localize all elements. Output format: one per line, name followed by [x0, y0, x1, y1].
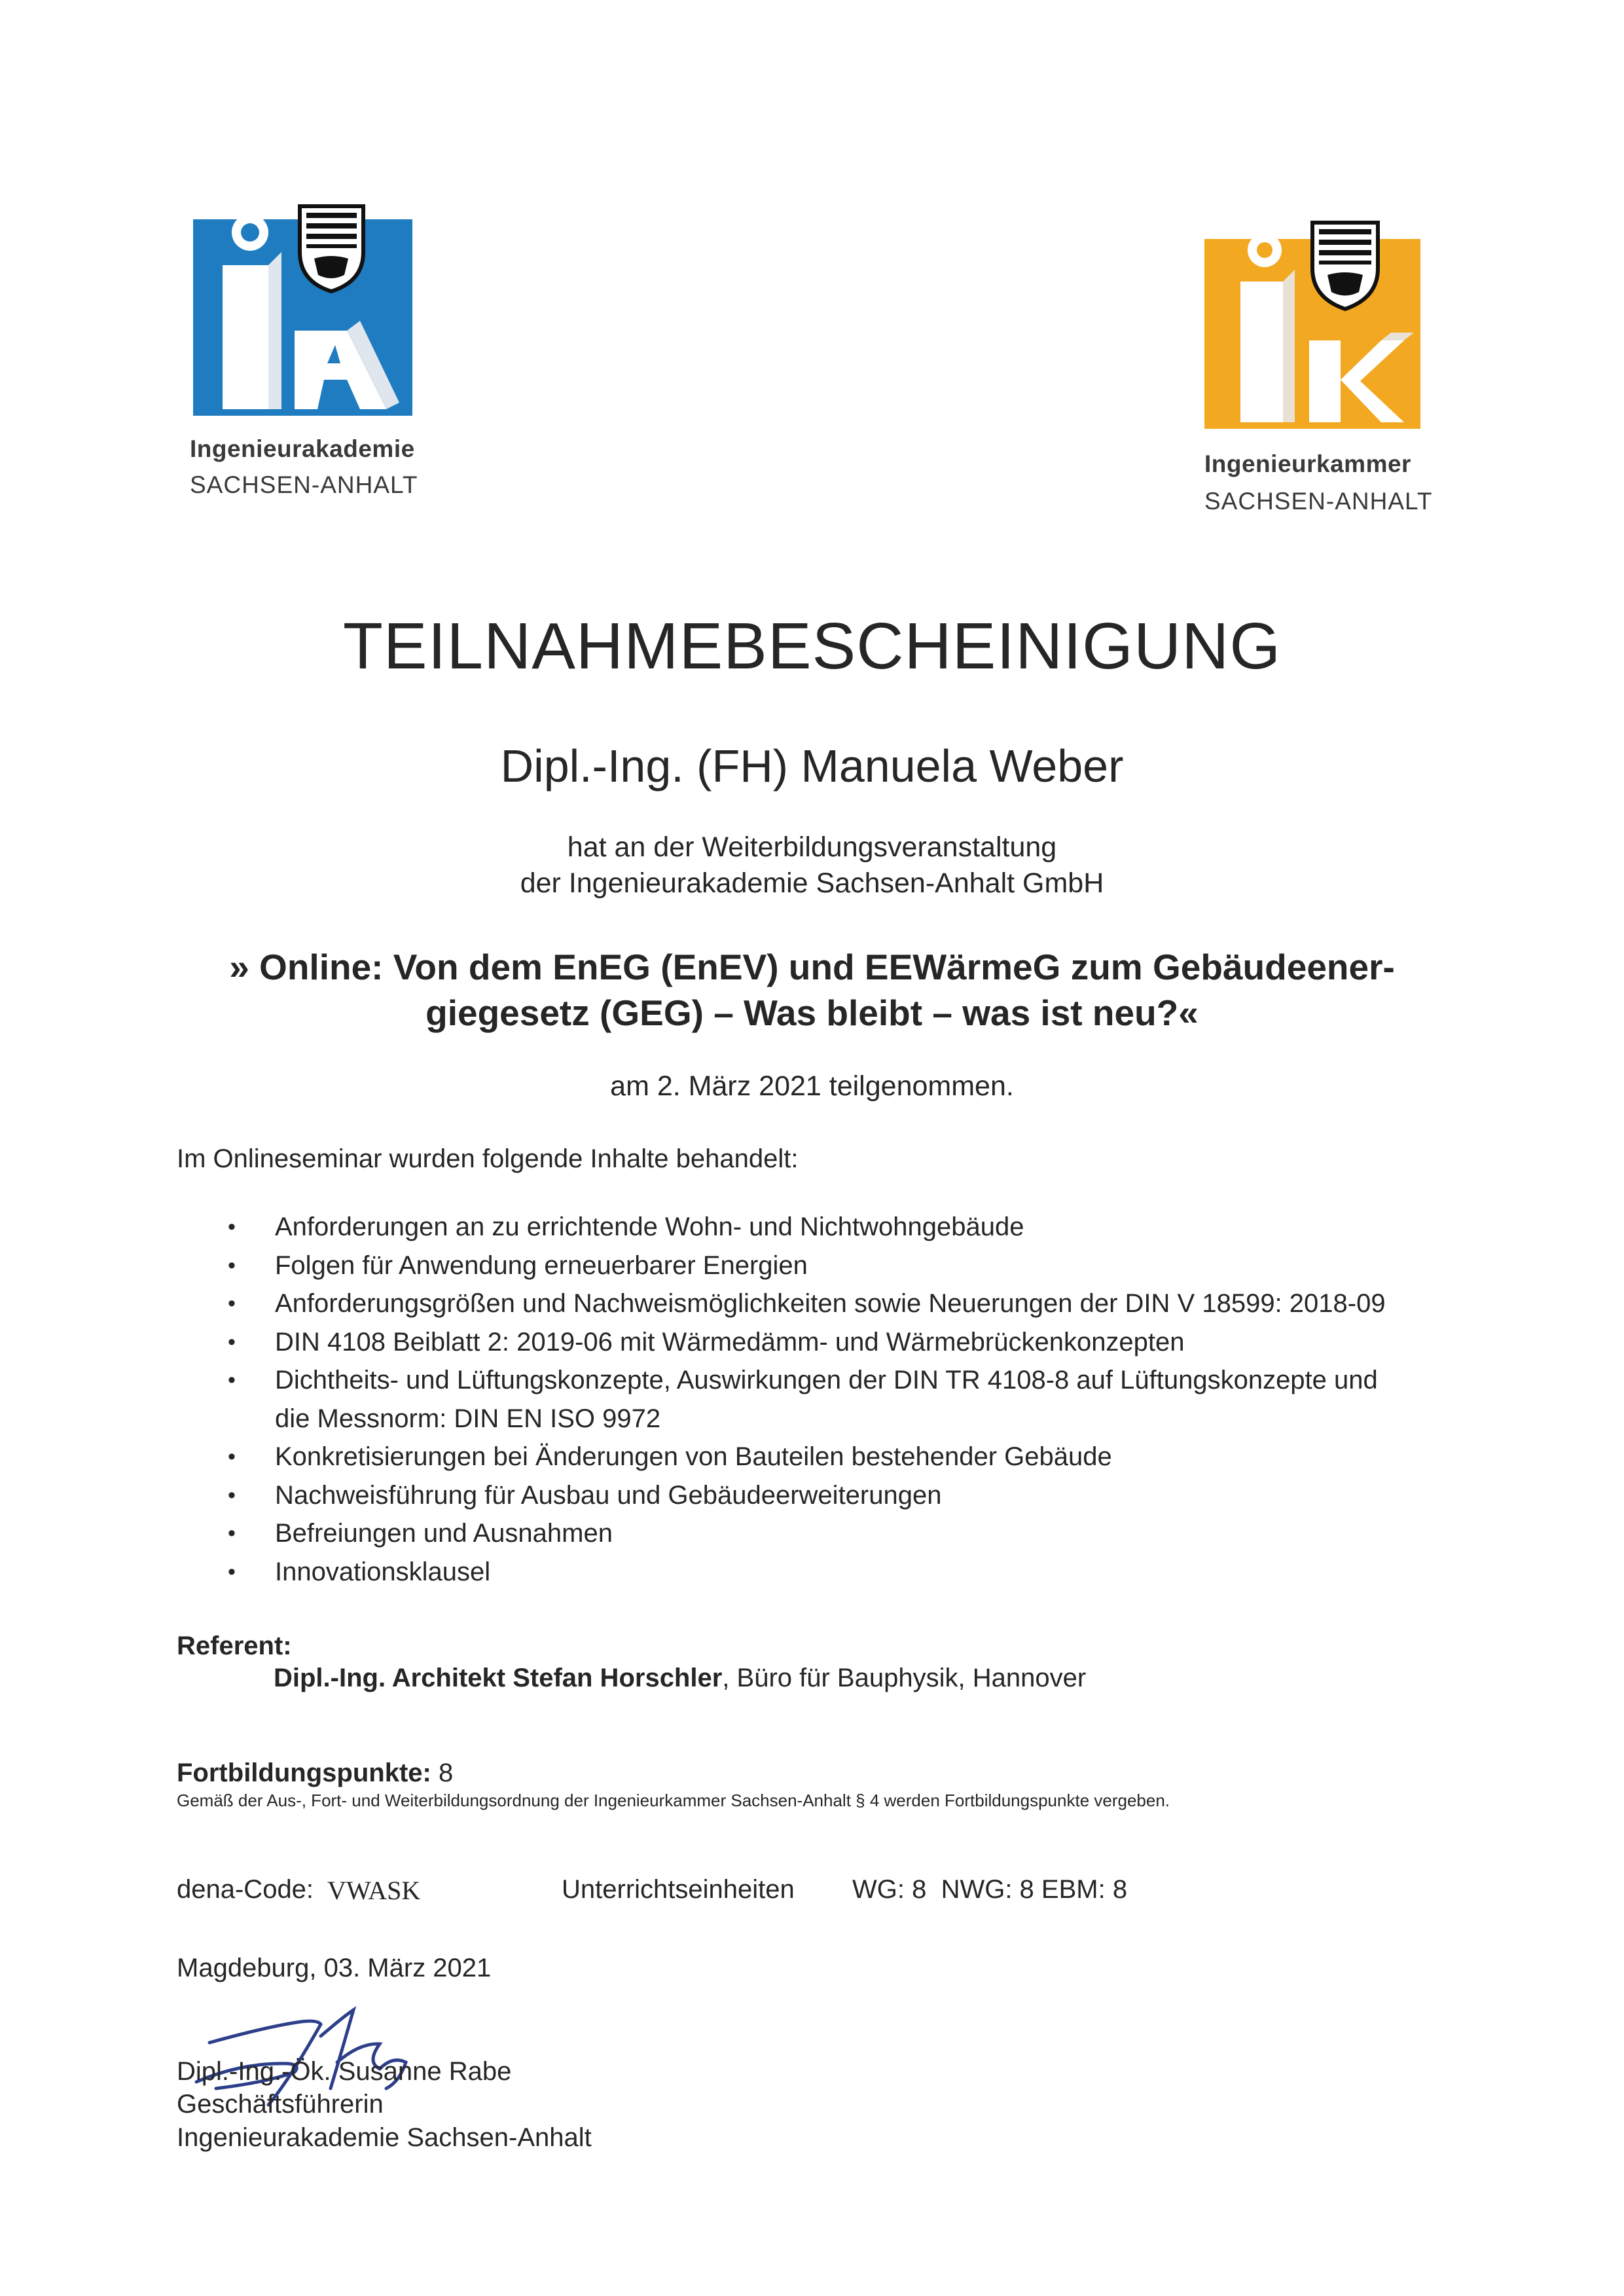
ik-logo-name: Ingenieurkammer — [1204, 450, 1411, 477]
bullet-icon: • — [228, 1482, 236, 1508]
course-title-line-1: » Online: Von dem EnEG (EnEV) und EEWärmeG zum Gebäudeener- — [229, 947, 1395, 987]
ik-logo-region: SACHSEN-ANHALT — [1204, 488, 1433, 515]
list-item: • Innovationsklausel — [177, 1553, 1499, 1592]
ingenieurkammer-logo — [1191, 210, 1440, 524]
bullet-icon: • — [228, 1559, 236, 1584]
bullet-icon: • — [228, 1291, 236, 1316]
referent-name: Dipl.-Ing. Architekt Stefan Horschler — [274, 1664, 723, 1692]
signer-organization: Ingenieurakademie Sachsen-Anhalt — [177, 2123, 592, 2152]
list-item: • Anforderungen an zu errichtende Wohn- und Nichtwohngebäude — [177, 1208, 1499, 1247]
intro-line-2: der Ingenieurakademie Sachsen-Anhalt GmbH — [520, 867, 1104, 899]
intro-line-1: hat an der Weiterbildungsveranstaltung — [567, 831, 1057, 863]
points-value: 8 — [438, 1758, 454, 1787]
ik-logo-mark — [1191, 210, 1440, 432]
participation-date: am 2. März 2021 teilgenommen. — [610, 1070, 1014, 1102]
course-title-line-2: giegesetz (GEG) – Was bleibt – was ist neu?« — [425, 993, 1199, 1033]
ingenieurakademie-logo — [183, 193, 432, 501]
ia-logo-name: Ingenieurakademie — [190, 435, 415, 462]
dena-code-value: VWASK — [327, 1876, 421, 1905]
contents-heading: Im Onlineseminar wurden folgende Inhalte behandelt: — [177, 1144, 799, 1173]
dena-code-label: dena-Code: — [177, 1875, 314, 1904]
place-date: Magdeburg, 03. März 2021 — [177, 1954, 492, 1982]
list-item: • Befreiungen und Ausnahmen — [177, 1514, 1499, 1553]
certificate-title: TEILNAHMEBESCHEINIGUNG — [342, 610, 1282, 683]
referent-affiliation: , Büro für Bauphysik, Hannover — [722, 1664, 1087, 1692]
signer-role: Geschäftsführerin — [177, 2090, 384, 2119]
bullet-icon: • — [228, 1521, 236, 1546]
referent-label: Referent: — [177, 1631, 292, 1660]
signer-name: Dipl.-Ing.-Ök. Susanne Rabe — [177, 2057, 512, 2086]
ia-logo-region: SACHSEN-ANHALT — [190, 471, 418, 498]
bullet-icon: • — [228, 1252, 236, 1278]
bullet-icon: • — [228, 1329, 236, 1355]
list-item: • Folgen für Anwendung erneuerbarer Energien — [177, 1247, 1499, 1285]
list-item: • Anforderungsgrößen und Nachweismöglichkeiten sowie Neuerungen der DIN V 18599: 2018-09 — [177, 1285, 1499, 1323]
units-label: Unterrichtseinheiten — [562, 1875, 795, 1904]
topics-list — [177, 1208, 1499, 1591]
points-note: Gemäß der Aus-, Fort- und Weiterbildungsordnung der Ingenieurkammer Sachsen-Anhalt § 4 werden Fortbildungspunkte vergeben. — [177, 1791, 1170, 1810]
list-item: • DIN 4108 Beiblatt 2: 2019-06 mit Wärmedämm- und Wärmebrückenkonzepten — [177, 1323, 1499, 1362]
points-label: Fortbildungspunkte: — [177, 1758, 431, 1787]
units-values: WG: 8 NWG: 8 EBM: 8 — [852, 1875, 1128, 1904]
bullet-icon: • — [228, 1214, 236, 1239]
list-item: • Dichtheits- und Lüftungskonzepte, Auswirkungen der DIN TR 4108-8 auf Lüftungskonzepte und — [177, 1361, 1499, 1400]
bullet-icon: • — [228, 1368, 236, 1393]
ia-logo-mark — [183, 193, 432, 419]
participant-name: Dipl.-Ing. (FH) Manuela Weber — [500, 740, 1124, 792]
referent-line — [274, 1664, 1086, 1693]
list-item-continuation: die Messnorm: DIN EN ISO 9972 — [275, 1404, 661, 1433]
bullet-icon: • — [228, 1444, 236, 1469]
list-item: • Konkretisierungen bei Änderungen von Bauteilen bestehender Gebäude — [177, 1438, 1499, 1476]
list-item: • Nachweisführung für Ausbau und Gebäudeerweiterungen — [177, 1476, 1499, 1515]
points-line — [177, 1758, 453, 1788]
